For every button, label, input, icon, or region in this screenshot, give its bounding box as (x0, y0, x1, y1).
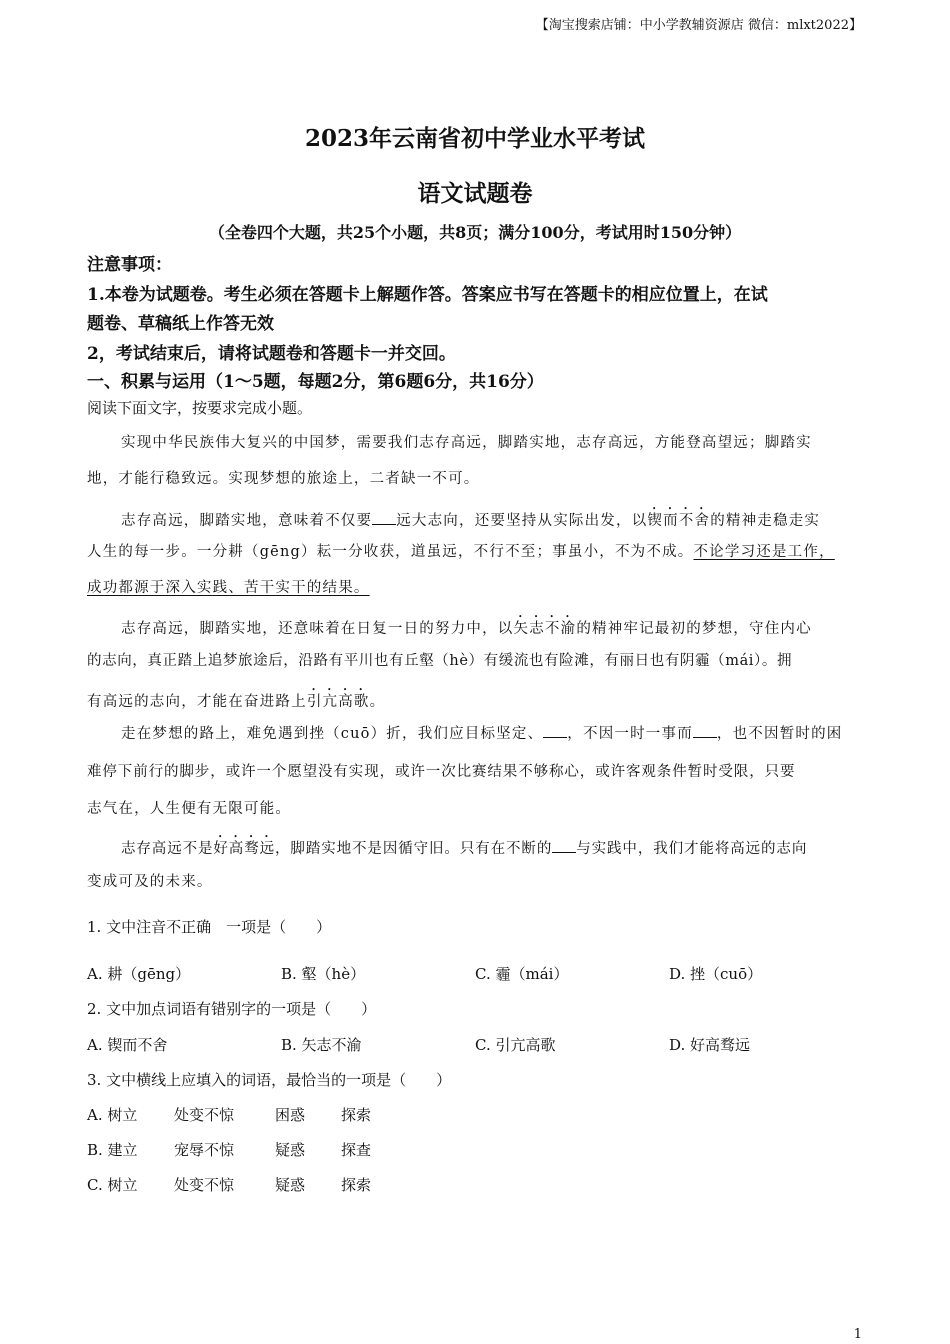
notes-heading: 注意事项： (87, 255, 172, 275)
q1-option-c: C. 霾（mái） (475, 965, 569, 983)
q2-option-a: A. 锲而不舍 (87, 1036, 168, 1054)
q1-stem: 1. 文中注音不正确 一项是（ ） (87, 918, 332, 936)
para3-text-a: 志存高远，脚踏实地，还意味着在日复一日的努力中，以 (121, 621, 514, 637)
q1-option-a: A. 耕（gēng） (87, 965, 191, 983)
reading-instruction: 阅读下面文字，按要求完成小题。 (87, 399, 313, 417)
exam-subtitle: 语文试题卷 (417, 180, 533, 207)
header-note: 【淘宝搜索店铺：中小学教辅资源店 微信：mlxt2022】 (535, 18, 862, 33)
para2-text-c: 的精神走稳走实 (710, 513, 821, 529)
para3-text-c: 有高远的志向，才能在奋进路上 (87, 694, 307, 710)
q3-option-a-word2: 处变不惊 (174, 1106, 235, 1124)
para2-text-d: 人生的每一步。一分耕（gēng）耘一分收获，道虽远，不行不至；事虽小，不为不成。 (87, 544, 694, 560)
q1-option-d: D. 挫（cuō） (669, 965, 763, 983)
dotted-word-2: 矢志不渝 (513, 621, 577, 637)
para3-text-b: 的精神牢记最初的梦想，守住内心 (576, 621, 812, 637)
underlined-sentence-part1: 不论学习还是工作， (693, 544, 835, 560)
note-1-line-2: 题卷、草稿纸上作答无效 (87, 314, 274, 334)
q3-option-b-word4: 探查 (341, 1141, 372, 1159)
para5-text-c: 与实践中，我们才能将高远的志向 (576, 841, 808, 857)
para5-text-b: ，脚踏实地不是因循守旧。只有在不断的 (275, 841, 553, 857)
para5-line1 (121, 833, 807, 858)
page-number: 1 (853, 1327, 862, 1342)
q3-option-b-label: B. 建立 (87, 1141, 138, 1159)
para5-text-a: 志存高远不是 (121, 841, 214, 857)
para4-line1 (121, 722, 843, 743)
section-1-heading: 一、积累与运用（1～5题，每题2分，第6题6分，共16分） (87, 372, 544, 392)
q3-option-c-label: C. 树立 (87, 1176, 138, 1194)
q3-option-a-label: A. 树立 (87, 1106, 138, 1124)
para4-line3: 志气在，人生便有无限可能。 (87, 801, 292, 817)
underlined-sentence-part2: 成功都源于深入实践、苦干实干的结果。 (87, 580, 370, 596)
q3-option-a-word3: 困惑 (275, 1106, 306, 1124)
para2-line1 (121, 505, 820, 530)
q3-option-c-word3: 疑惑 (275, 1176, 306, 1194)
dotted-word-4: 好高骛远 (213, 841, 276, 857)
q3-option-c-word2: 处变不惊 (174, 1176, 235, 1194)
para3-line3 (87, 686, 385, 711)
blank-3 (693, 725, 717, 738)
para5-line2: 变成可及的未来。 (87, 874, 213, 890)
dotted-word-3: 引亢高歌 (306, 694, 370, 710)
para3-line1 (121, 613, 812, 638)
para3-line2: 的志向，真正踏上追梦旅途后，沿路有平川也有丘壑（hè）有缓流也有险滩，有丽日也有阴霾（mái）。拥 (87, 653, 793, 669)
exam-info: （全卷四个大题，共25个小题，共8页；满分100分，考试用时150分钟） (208, 223, 742, 242)
q2-option-c: C. 引亢高歌 (475, 1036, 556, 1054)
q3-option-b-word3: 疑惑 (275, 1141, 306, 1159)
para1-line2: 地，才能行稳致远。实现梦想的旅途上，二者缺一不可。 (87, 471, 480, 487)
para4-text-a: 走在梦想的路上，难免遇到挫（cuō）折，我们应目标坚定、 (121, 726, 544, 742)
para4-text-b: ，不因一时一事而 (567, 726, 693, 742)
blank-1 (372, 512, 396, 525)
q3-stem: 3. 文中横线上应填入的词语，最恰当的一项是（ ） (87, 1071, 452, 1089)
para2-line2 (87, 540, 835, 561)
note-2: 2，考试结束后，请将试题卷和答题卡一并交回。 (87, 344, 456, 364)
para3-text-d: 。 (369, 694, 386, 710)
q3-option-b-word2: 宠辱不惊 (174, 1141, 235, 1159)
blank-2 (543, 725, 567, 738)
para4-text-c: ，也不因暂时的困 (716, 726, 843, 742)
note-1-line-1: 1.本卷为试题卷。考生必须在答题卡上解题作答。答案应书写在答题卡的相应位置上，在试 (87, 285, 768, 305)
para2-text-b: 远大志向，还要坚持从实际出发，以 (396, 513, 648, 529)
para2-text-a: 志存高远，脚踏实地，意味着不仅要 (121, 513, 373, 529)
para1-line1: 实现中华民族伟大复兴的中国梦，需要我们志存高远，脚踏实地，志存高远，方能登高望远；脚踏实 (121, 435, 812, 451)
q2-option-b: B. 矢志不渝 (281, 1036, 362, 1054)
para4-line2: 难停下前行的脚步，或许一个愿望没有实现，或许一次比赛结果不够称心，或许客观条件暂时受限，只要 (87, 764, 796, 780)
q3-option-c-word4: 探索 (341, 1176, 372, 1194)
exam-title: 2023年云南省初中学业水平考试 (304, 125, 645, 152)
q3-option-a-word4: 探索 (341, 1106, 372, 1124)
q2-option-d: D. 好高骛远 (669, 1036, 751, 1054)
q2-stem: 2. 文中加点词语有错别字的一项是（ ） (87, 1000, 377, 1018)
blank-4 (552, 840, 576, 853)
q1-option-b: B. 壑（hè） (281, 965, 366, 983)
dotted-word-1: 锲而不舍 (647, 513, 711, 529)
